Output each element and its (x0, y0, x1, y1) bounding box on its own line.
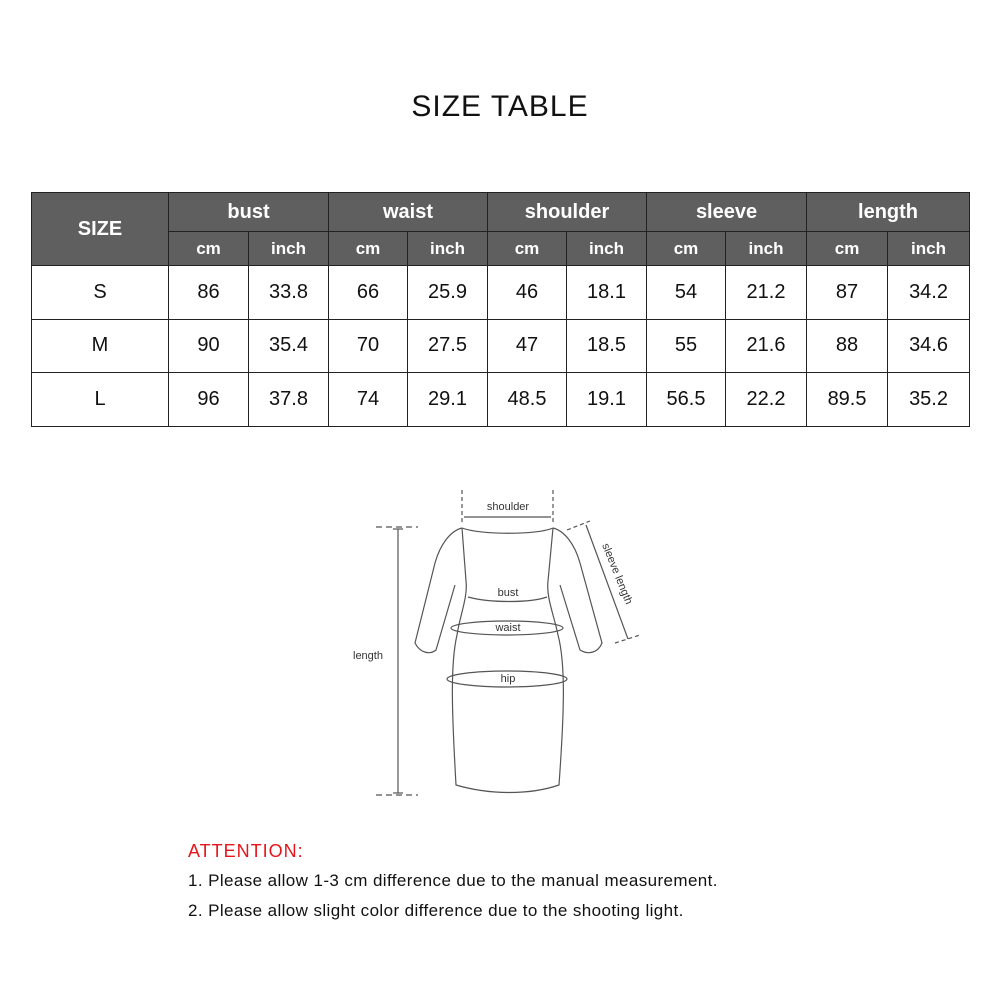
bust-label: bust (497, 587, 519, 599)
table-cell: 90 (169, 319, 249, 373)
group-header-length: length (807, 193, 970, 232)
table-cell: 86 (169, 266, 249, 320)
table-cell: 87 (807, 266, 888, 320)
table-row (32, 373, 970, 427)
table-cell: 96 (169, 373, 249, 427)
unit-header-cm: cm (329, 232, 408, 266)
table-cell: 34.2 (888, 266, 970, 320)
unit-header-cm: cm (488, 232, 567, 266)
unit-header-cm: cm (807, 232, 888, 266)
unit-header-inch: inch (567, 232, 647, 266)
size-cell: L (32, 373, 169, 427)
table-cell: 34.6 (888, 319, 970, 373)
table-row (32, 266, 970, 320)
unit-header-inch: inch (888, 232, 970, 266)
attention-note: 1. Please allow 1-3 cm difference due to the manual measurement. (188, 871, 718, 890)
group-header-bust: bust (169, 193, 329, 232)
table-cell: 89.5 (807, 373, 888, 427)
size-cell: M (32, 319, 169, 373)
table-cell: 21.2 (726, 266, 807, 320)
unit-header-cm: cm (647, 232, 726, 266)
table-cell: 35.2 (888, 373, 970, 427)
attention-note: 2. Please allow slight color difference due to the shooting light. (188, 901, 684, 920)
group-header-shoulder: shoulder (488, 193, 647, 232)
table-cell: 18.1 (567, 266, 647, 320)
unit-header-inch: inch (249, 232, 329, 266)
size-table (31, 192, 970, 427)
table-cell: 21.6 (726, 319, 807, 373)
table-cell: 47 (488, 319, 567, 373)
table-cell: 88 (807, 319, 888, 373)
shoulder-label: shoulder (486, 501, 530, 513)
table-cell: 19.1 (567, 373, 647, 427)
table-cell: 29.1 (408, 373, 488, 427)
table-cell: 22.2 (726, 373, 807, 427)
table-cell: 55 (647, 319, 726, 373)
table-cell: 70 (329, 319, 408, 373)
page-title: SIZE TABLE (411, 90, 589, 123)
group-header-sleeve: sleeve (647, 193, 807, 232)
waist-label: waist (495, 622, 521, 634)
size-cell: S (32, 266, 169, 320)
table-cell: 18.5 (567, 319, 647, 373)
unit-header-inch: inch (408, 232, 488, 266)
table-cell: 66 (329, 266, 408, 320)
table-cell: 37.8 (249, 373, 329, 427)
table-cell: 46 (488, 266, 567, 320)
measurement-diagram (340, 485, 660, 815)
table-cell: 25.9 (408, 266, 488, 320)
hip-label: hip (500, 673, 516, 685)
length-label: length (353, 650, 383, 662)
table-cell: 33.8 (249, 266, 329, 320)
table-row (32, 319, 970, 373)
table-cell: 27.5 (408, 319, 488, 373)
table-cell: 35.4 (249, 319, 329, 373)
table-cell: 56.5 (647, 373, 726, 427)
size-header: SIZE (32, 193, 169, 266)
table-cell: 74 (329, 373, 408, 427)
table-cell: 48.5 (488, 373, 567, 427)
attention-heading: ATTENTION: (188, 841, 304, 861)
sleeve-length-label: sleeve length (599, 541, 635, 607)
unit-header-inch: inch (726, 232, 807, 266)
table-cell: 54 (647, 266, 726, 320)
group-header-waist: waist (329, 193, 488, 232)
unit-header-cm: cm (169, 232, 249, 266)
